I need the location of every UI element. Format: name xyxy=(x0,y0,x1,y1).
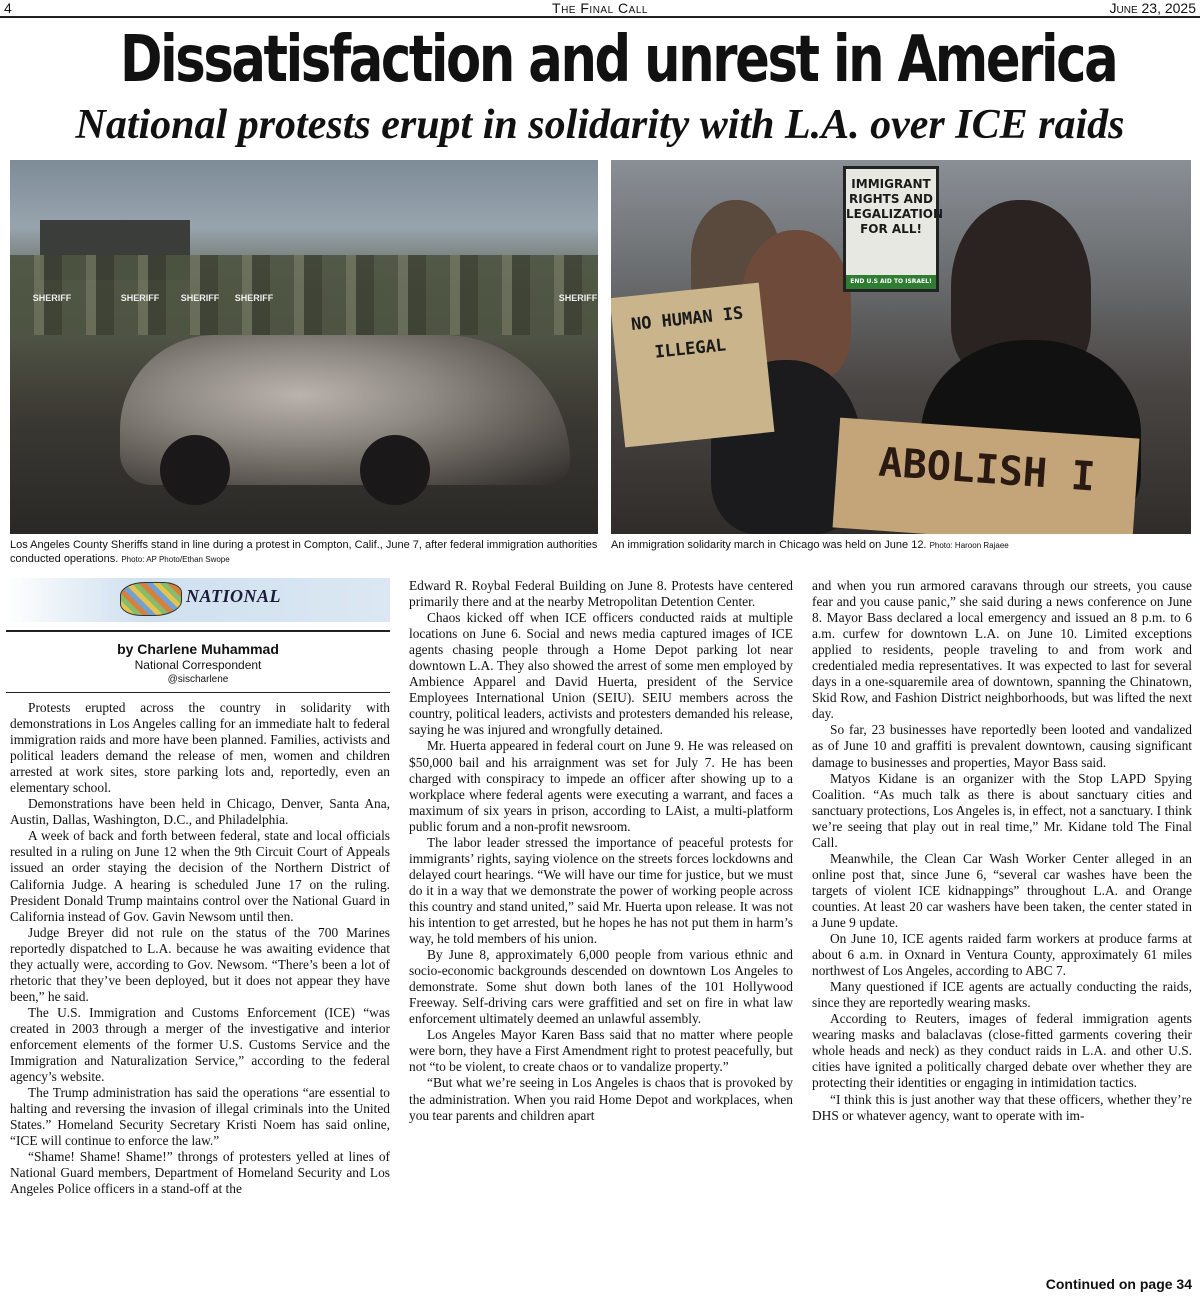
issue-date: June 23, 2025 xyxy=(1109,0,1196,16)
page-folio xyxy=(0,0,1200,18)
section-label: NATIONAL xyxy=(186,586,282,606)
paragraph: Edward R. Roybal Federal Building on June 8. Protests have centered primarily there and at the nearby Metropolitan Detention Center. xyxy=(409,578,793,610)
paragraph: Protests erupted across the country in solidarity with demonstrations in Los Angeles calling for an immediate halt to federal immigration raids and more have been planned. Families, activists and political leaders demand the release of men, women and children arrested at work sites, store parking lots and, reportedly, even an elementary school. xyxy=(10,700,390,796)
paragraph: Los Angeles Mayor Karen Bass said that no matter where people were born, they have a First Amendment right to protest peacefully, but not “to be violent, to create chaos or to vandalize property.” xyxy=(409,1027,793,1075)
us-map-icon xyxy=(120,582,182,616)
sign-banner: END U.S AID TO ISRAEL! xyxy=(846,275,936,289)
paragraph: Meanwhile, the Clean Car Wash Worker Center alleged in an online post that, since June 6, “several car washes have been the targets of violent ICE kidnappings” throughout L.A. and Orange counties. At least 20 car washers have been taken, the center stated in a June 9 update. xyxy=(812,850,1192,930)
photo-credit: Photo: AP Photo/Ethan Swope xyxy=(121,555,230,564)
sheriff-shield: SHERIFF xyxy=(180,293,220,303)
paragraph: Many questioned if ICE agents are actually conducting the raids, since they are reportedly wearing masks. xyxy=(812,979,1192,1011)
byline-handle: @sischarlene xyxy=(167,674,229,685)
byline-role: National Correspondent xyxy=(134,658,262,672)
article-column-1 xyxy=(10,700,390,1197)
paragraph: and when you run armored caravans through our streets, you cause fear and you cause panic,” she said during a news conference on June 8. Mayor Bass declared a local emergency and issued an 8 p.m. to 6 a.m. curfew for downtown L.A. on June 10. Limited exceptions applied to residents, people traveling to and from work and credentialed media representatives. It was expected to last for several days in a one-squaremile area of downtown, spanning the Chinatown, Skid Row, and Fashion District neighborhoods, but was lifted the next day. xyxy=(812,578,1192,722)
photo-caption-left: Los Angeles County Sheriffs stand in line during a protest in Compton, Calif., June 7, after federal immigration authorities conducted operations. Photo: AP Photo/Ethan Swope xyxy=(10,539,598,565)
paragraph: “I think this is just another way that these officers, whether they’re DHS or whatever agency, want to operate with im- xyxy=(812,1091,1192,1123)
paragraph: The U.S. Immigration and Customs Enforcement (ICE) “was created in 2003 through a merger of the investigative and interior enforcement elements of the former U.S. Customs Service and the Immigration and Naturalization Service,” according to the federal agency’s website. xyxy=(10,1004,390,1085)
photo-caption-right: An immigration solidarity march in Chicago was held on June 12. Photo: Haroon Rajaee xyxy=(611,539,1009,551)
sheriff-shield: SHERIFF xyxy=(120,293,160,303)
abolish-sign: ABOLISH I xyxy=(833,418,1140,534)
car-wheel xyxy=(360,435,430,505)
paragraph: Matyos Kidane is an organizer with the Stop LAPD Spying Coalition. “As much talk as there is about sanctuary cities and sanctuary protections, Los Angeles is, in effect, not a sanctuary. I think we’re seeing that play out in real time,” Mr. Kidane told The Final Call. xyxy=(812,770,1192,850)
paragraph: Mr. Huerta appeared in federal court on June 9. He was released on $50,000 bail and his arraignment was set for July 7. He has been charged with conspiracy to impede an officer after showing up to a workplace where federal agents were executing a warrant, and faces a maximum of six years in prison, according to LAist, a multi-platform public forum and a non-profit newsroom. xyxy=(409,738,793,834)
paragraph: By June 8, approximately 6,000 people from various ethnic and socio-economic backgrounds descended on downtown Los Angeles to demonstrate. Some shut down both lanes of the 101 Hollywood Freeway. Self-driving cars were graffitied and set on fire in what law enforcement ultimately deemed an unlawful assembly. xyxy=(409,947,793,1027)
no-human-illegal-sign: NO HUMAN IS ILLEGAL xyxy=(611,283,774,448)
officer-line xyxy=(10,255,598,335)
divider xyxy=(6,630,390,632)
paragraph: Demonstrations have been held in Chicago, Denver, Santa Ana, Austin, Dallas, Washington, D.C., and Philadelphia. xyxy=(10,796,390,828)
paragraph: “Shame! Shame! Shame!” throngs of protesters yelled at lines of National Guard members, Department of Homeland Security and Los Angeles Police officers in a stand-off at the xyxy=(10,1149,390,1197)
legalization-sign: IMMIGRANT RIGHTS AND LEGALIZATION FOR ALL! END U.S AID TO ISRAEL! xyxy=(843,166,939,292)
car-wheel xyxy=(160,435,230,505)
photo-credit: Photo: Haroon Rajaee xyxy=(929,541,1009,550)
paragraph: According to Reuters, images of federal immigration agents wearing masks and balaclavas (close-fitted garments covering their whole heads and neck) as they conduct raids in L.A. and other U.S. cities have ignited a politically charged debate over whether they are protecting their identities or engaging in intimidation tactics. xyxy=(812,1011,1192,1091)
continued-link[interactable]: Continued on page 34 xyxy=(1045,1276,1192,1292)
page-number: 4 xyxy=(4,0,12,16)
section-badge xyxy=(6,578,390,622)
article-column-3 xyxy=(812,578,1192,1124)
divider xyxy=(6,692,390,693)
paragraph: The labor leader stressed the importance of peaceful protests for immigrants’ rights, saying violence on the streets forces lockdowns and delayed court hearings. “We will have our time for justice, but we must do it in a way that we demonstrate the power of working people across this country and stand united,” said Mr. Huerta upon release. It was not his intention to get arrested, but he hopes he has not put them in harm’s way, he told members of his union. xyxy=(409,834,793,947)
byline xyxy=(6,640,390,687)
sheriff-shield: SHERIFF xyxy=(32,293,72,303)
paragraph: Chaos kicked off when ICE officers conducted raids at multiple locations on June 6. Social and news media captured images of ICE agents chasing people through a Home Depot parking lot near downtown L.A. They also showed the arrest of some men employed by Ambience Apparel and David Huerta, president of the Service Employees International Union (SEIU). SEIU members across the country, political leaders, activists and protesters demanded his release, saying he was injured and wrongfully detained. xyxy=(409,610,793,738)
paragraph: On June 10, ICE agents raided farm workers at produce farms at about 6 a.m. in Oxnard in Ventura County, approximately 61 miles northwest of Los Angeles, according to ABC 7. xyxy=(812,931,1192,979)
byline-author: by Charlene Muhammad xyxy=(117,641,279,657)
newspaper-name: The Final Call xyxy=(552,0,648,16)
sheriff-shield: SHERIFF xyxy=(558,293,598,303)
paragraph: A week of back and forth between federal, state and local officials resulted in a ruling on June 12 when the 9th Circuit Court of Appeals issued an order staying the decision of the Northern District of California Judge. A hearing is scheduled June 17 on the ruling. President Donald Trump maintains control over the National Guard in California instead of Gov. Gavin Newsom until then. xyxy=(10,828,390,924)
paragraph: “But what we’re seeing in Los Angeles is chaos that is provoked by the administration. When you raid Home Depot and workplaces, when you tear parents and children apart xyxy=(409,1075,793,1123)
paragraph: So far, 23 businesses have reportedly been looted and vandalized as of June 10 and graffiti is prevalent downtown, causing significant damage to businesses and properties, Mayor Bass said. xyxy=(812,722,1192,770)
photo-sheriffs-burned-car xyxy=(10,160,598,534)
headline: Dissatisfaction and unrest in America xyxy=(120,23,1117,97)
sheriff-shield: SHERIFF xyxy=(234,293,274,303)
paragraph: Judge Breyer did not rule on the status of the 700 Marines reportedly dispatched to L.A. because he was awaiting evidence that they actually were, according to Gov. Newsom. “There’s been a lot of rhetoric that they’ve been deployed, but it does not appear they have been,” he said. xyxy=(10,924,390,1004)
article-column-2 xyxy=(409,578,793,1124)
subheadline: National protests erupt in solidarity with L.A. over ICE raids xyxy=(75,102,1125,148)
paragraph: The Trump administration has said the operations “are essential to halting and reversing the invasion of illegal criminals into the United States.” Homeland Security Secretary Kristi Noem has said online, “ICE will continue to enforce the law.” xyxy=(10,1085,390,1149)
photo-chicago-march xyxy=(611,160,1191,534)
